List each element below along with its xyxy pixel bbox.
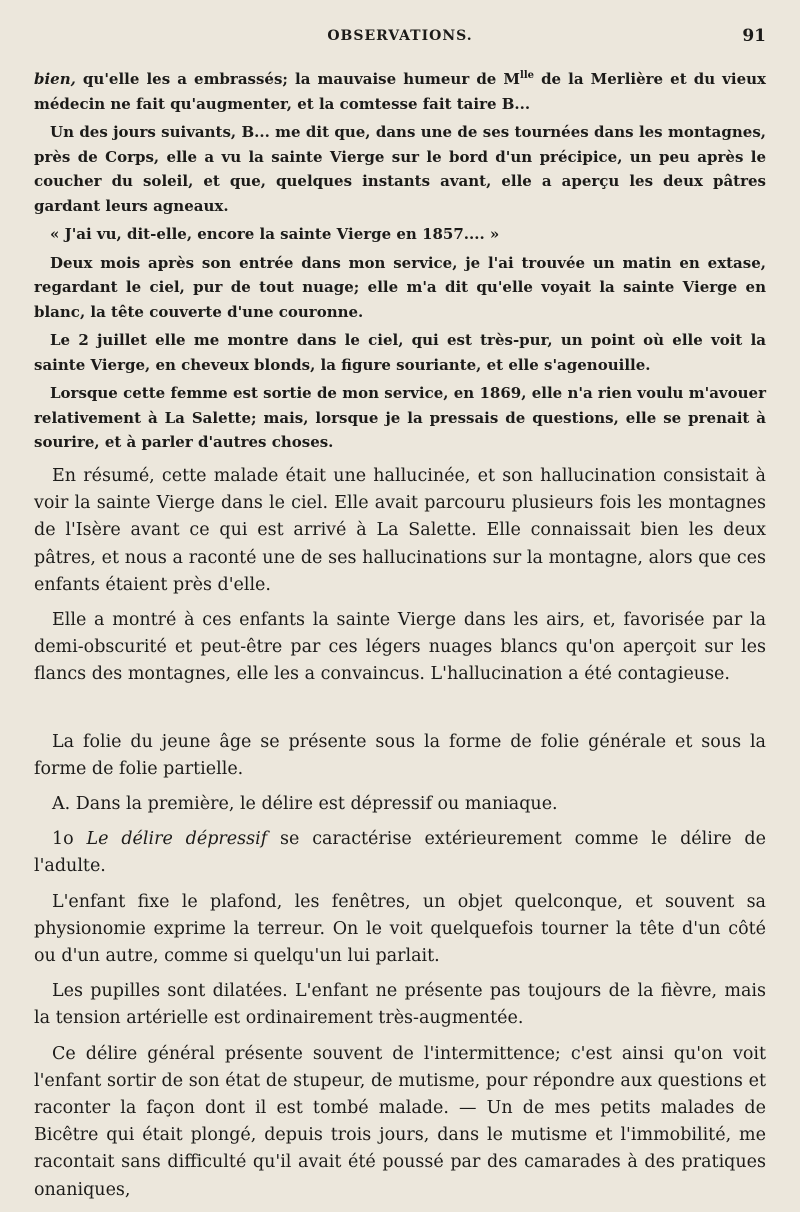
paragraph bbox=[34, 64, 766, 116]
paragraph: Elle a montré à ces enfants la sainte Vierge dans les airs, et, favorisée par la demi-obscurité et peut-être par ces légers nuages blancs qu'on aperçoit sur les flancs des montagnes, elle les a convaincus. L'hallucination a été contagieuse. bbox=[34, 610, 766, 685]
paragraph bbox=[34, 826, 766, 880]
paragraph: Lorsque cette femme est sortie de mon service, en 1869, elle n'a rien voulu m'avouer relativement à La Salette; mais, lorsque je la pressais de questions, elle se prenait à sourire, et à parler d'autres choses. bbox=[34, 384, 766, 451]
running-header bbox=[34, 28, 766, 52]
paragraph: « J'ai vu, dit-elle, encore la sainte Vierge en 1857.... » bbox=[50, 225, 500, 243]
paragraph: Ce délire général présente souvent de l'intermittence; c'est ainsi qu'on voit l'enfant sortir de son état de stupeur, de mutisme, pour répondre aux questions et raconter la façon dont il est tombé malade. — Un de mes petits malades de Bicêtre qui était plongé, depuis trois jours, dans le mutisme et l'immobilité, me racontait sans difficulté qu'il avait été poussé par des camarades à des pratiques onaniques, bbox=[34, 1043, 766, 1200]
observation-text-block bbox=[34, 64, 766, 459]
paragraph: A. Dans la première, le délire est dépressif ou maniaque. bbox=[52, 794, 558, 815]
superscript: lle bbox=[520, 70, 534, 81]
paragraph: Les pupilles sont dilatées. L'enfant ne présente pas toujours de la fièvre, mais la tension artérielle est ordinairement très-augmentée. bbox=[34, 981, 766, 1029]
paragraph: Deux mois après son entrée dans mon service, je l'ai trouvée un matin en extase, regardant le ciel, pur de tout nuage; elle m'a dit qu'elle voyait la sainte Vierge en blanc, la tête couverte d'une couronne. bbox=[34, 253, 766, 321]
italic-word: bien, bbox=[34, 70, 76, 88]
list-number: 1o bbox=[52, 829, 87, 850]
paragraph: En résumé, cette malade était une hallucinée, et son hallucination consistait à voir la sainte Vierge dans le ciel. Elle avait parcouru plusieurs fois les montagnes de l'Isère avant ce qui est arrivé à La Salette. Elle connaissait bien les deux pâtres, et nous a raconté une de ses hallucinations sur la montagne, alors que ces enfants étaient près d'elle. bbox=[34, 466, 766, 595]
paragraph: L'enfant fixe le plafond, les fenêtres, un objet quelconque, et souvent sa physionomie exprime la terreur. On le voit quelquefois tourner la tête d'un côté ou d'un autre, comme si quelqu'un lui parlait. bbox=[34, 891, 766, 967]
italic-heading: Le délire dépressif bbox=[86, 829, 268, 850]
running-title: OBSERVATIONS. bbox=[327, 28, 473, 44]
paragraph: Un des jours suivants, B... me dit que, dans une de ses tournées dans les montagnes, près de Corps, elle a vu la sainte Vierge sur le bord d'un précipice, un peu après le coucher du soleil, et que, quelques instants avant, elle a aperçu les deux pâtres gardant leurs agneaux. bbox=[34, 123, 766, 215]
text-span: qu'elle les a embrassés; la mauvaise humeur de M bbox=[75, 70, 521, 88]
main-text-block bbox=[34, 463, 766, 1212]
paragraph: La folie du jeune âge se présente sous la forme de folie générale et sous la forme de folie partielle. bbox=[34, 731, 766, 779]
paragraph: Le 2 juillet elle me montre dans le ciel, qui est très-pur, un point où elle voit la sainte Vierge, en cheveux blonds, la figure souriante, et elle s'agenouille. bbox=[34, 331, 766, 374]
text-span: de la Merlière et du vieux médecin ne fait qu'augmenter, et la comtesse fait taire B... bbox=[34, 70, 766, 113]
text-span: se caractérise extérieurement comme le délire de l'adulte. bbox=[34, 829, 766, 877]
page-number: 91 bbox=[742, 26, 766, 46]
